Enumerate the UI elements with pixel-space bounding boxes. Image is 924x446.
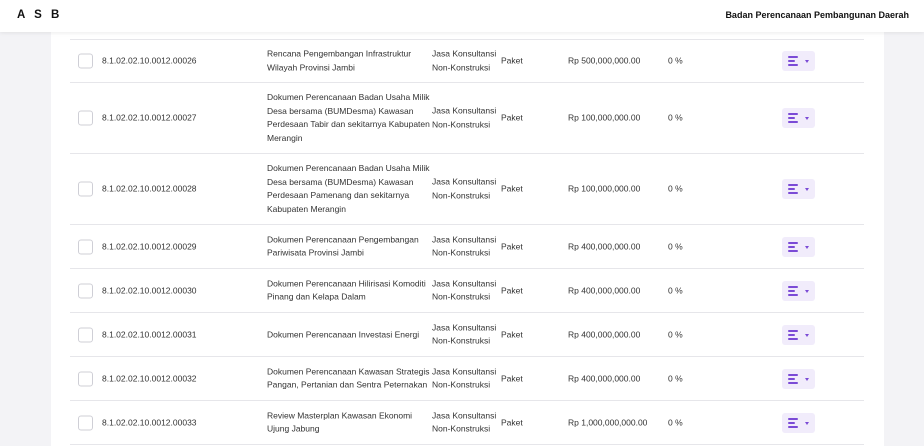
row-price: Rp 500,000,000.00 xyxy=(568,55,641,66)
list-icon xyxy=(788,113,798,123)
row-action-dropdown[interactable] xyxy=(782,413,815,433)
table-row xyxy=(70,313,864,357)
list-icon-line xyxy=(788,192,798,194)
list-icon xyxy=(788,330,798,340)
list-icon-line xyxy=(788,294,798,296)
row-action-dropdown[interactable] xyxy=(782,281,815,301)
row-action-dropdown[interactable] xyxy=(782,51,815,71)
list-icon-line xyxy=(788,56,798,58)
row-name: Dokumen Perencanaan Badan Usaha Milik Desa bersama (BUMDesma) Kawasan Perdesaan Tabir dan sekitarnya Kabupaten Merangin xyxy=(267,92,430,143)
list-icon-line xyxy=(788,250,798,252)
row-type: Jasa Konsultansi Non-Konstruksi xyxy=(432,278,497,302)
row-unit: Paket xyxy=(501,112,523,123)
row-name: Dokumen Perencanaan Kawasan Strategis Pangan, Pertanian dan Sentra Peternakan xyxy=(267,366,430,390)
list-icon xyxy=(788,184,798,194)
list-icon-line xyxy=(788,418,798,420)
list-icon-line xyxy=(788,64,798,66)
row-name: Dokumen Perencanaan Badan Usaha Milik Desa bersama (BUMDesma) Kawasan Perdesaan Pamenang dan sekitarnya Kabupaten Merangin xyxy=(267,163,430,214)
chevron-down-icon xyxy=(805,117,809,120)
row-price: Rp 100,000,000.00 xyxy=(568,112,641,123)
list-icon-line xyxy=(788,378,795,380)
row-action-dropdown[interactable] xyxy=(782,325,815,345)
chevron-down-icon xyxy=(805,290,809,293)
row-name: Dokumen Perencanaan Hilirisasi Komoditi Pinang dan Kelapa Dalam xyxy=(267,278,426,302)
row-action-dropdown[interactable] xyxy=(782,369,815,389)
row-code: 8.1.02.02.10.0012.00033 xyxy=(102,416,197,427)
row-percent: 0 % xyxy=(668,183,683,194)
list-icon-line xyxy=(788,188,795,190)
content-panel xyxy=(51,32,884,446)
row-type: Jasa Konsultansi Non-Konstruksi xyxy=(432,176,497,200)
row-unit: Paket xyxy=(501,372,523,383)
row-code: 8.1.02.02.10.0012.00030 xyxy=(102,284,197,295)
list-icon-line xyxy=(788,286,798,288)
chevron-down-icon xyxy=(805,60,809,63)
row-code: 8.1.02.02.10.0012.00032 xyxy=(102,372,197,383)
row-code: 8.1.02.02.10.0012.00028 xyxy=(102,183,197,194)
list-icon-line xyxy=(788,121,798,123)
list-icon-line xyxy=(788,117,795,119)
row-type: Jasa Konsultansi Non-Konstruksi xyxy=(432,48,497,72)
table-row xyxy=(70,225,864,269)
row-name: Rencana Pengembangan Infrastruktur Wilayah Provinsi Jambi xyxy=(267,48,412,72)
chevron-down-icon xyxy=(805,422,809,425)
row-percent: 0 % xyxy=(668,416,683,427)
table-row xyxy=(70,39,864,83)
row-checkbox[interactable] xyxy=(78,239,93,254)
table-row xyxy=(70,83,864,154)
row-checkbox[interactable] xyxy=(78,415,93,430)
row-percent: 0 % xyxy=(668,112,683,123)
row-price: Rp 400,000,000.00 xyxy=(568,328,641,339)
row-price: Rp 400,000,000.00 xyxy=(568,240,641,251)
row-unit: Paket xyxy=(501,416,523,427)
list-icon xyxy=(788,374,798,384)
row-type: Jasa Konsultansi Non-Konstruksi xyxy=(432,234,497,258)
row-name: Dokumen Perencanaan Investasi Energi xyxy=(267,328,420,339)
chevron-down-icon xyxy=(805,246,809,249)
list-icon xyxy=(788,242,798,252)
list-icon-line xyxy=(788,113,798,115)
row-percent: 0 % xyxy=(668,55,683,66)
list-icon xyxy=(788,56,798,66)
row-percent: 0 % xyxy=(668,328,683,339)
list-icon xyxy=(788,418,798,428)
row-checkbox[interactable] xyxy=(78,111,93,126)
list-icon-line xyxy=(788,422,795,424)
row-code: 8.1.02.02.10.0012.00027 xyxy=(102,112,197,123)
row-checkbox[interactable] xyxy=(78,54,93,69)
row-price: Rp 400,000,000.00 xyxy=(568,372,641,383)
row-type: Jasa Konsultansi Non-Konstruksi xyxy=(432,410,497,434)
row-code: 8.1.02.02.10.0012.00029 xyxy=(102,240,197,251)
row-unit: Paket xyxy=(501,328,523,339)
row-checkbox[interactable] xyxy=(78,283,93,298)
list-icon-line xyxy=(788,290,795,292)
chevron-down-icon xyxy=(805,188,809,191)
row-unit: Paket xyxy=(501,55,523,66)
list-icon-line xyxy=(788,330,798,332)
top-navbar xyxy=(0,0,924,32)
row-percent: 0 % xyxy=(668,284,683,295)
row-name: Review Masterplan Kawasan Ekonomi Ujung Jabung xyxy=(267,410,413,434)
row-code: 8.1.02.02.10.0012.00031 xyxy=(102,328,197,339)
row-percent: 0 % xyxy=(668,240,683,251)
asb-table xyxy=(70,39,864,445)
list-icon-line xyxy=(788,60,795,62)
list-icon-line xyxy=(788,382,798,384)
chevron-down-icon xyxy=(805,334,809,337)
row-unit: Paket xyxy=(501,183,523,194)
app-logo[interactable]: A S B xyxy=(17,9,63,21)
row-unit: Paket xyxy=(501,240,523,251)
organization-name: Badan Perencanaan Pembangunan Daerah xyxy=(725,10,909,20)
row-checkbox[interactable] xyxy=(78,371,93,386)
table-row xyxy=(70,401,864,445)
row-type: Jasa Konsultansi Non-Konstruksi xyxy=(432,322,497,346)
row-price: Rp 1,000,000,000.00 xyxy=(568,416,648,427)
list-icon-line xyxy=(788,246,795,248)
row-unit: Paket xyxy=(501,284,523,295)
row-action-dropdown[interactable] xyxy=(782,108,815,128)
row-price: Rp 100,000,000.00 xyxy=(568,183,641,194)
list-icon-line xyxy=(788,184,798,186)
row-name: Dokumen Perencanaan Pengembangan Pariwisata Provinsi Jambi xyxy=(267,234,419,258)
list-icon-line xyxy=(788,426,798,428)
row-action-dropdown[interactable] xyxy=(782,179,815,199)
table-row xyxy=(70,154,864,225)
row-action-dropdown[interactable] xyxy=(782,237,815,257)
row-type: Jasa Konsultansi Non-Konstruksi xyxy=(432,366,497,390)
list-icon xyxy=(788,286,798,296)
table-row xyxy=(70,269,864,313)
row-price: Rp 400,000,000.00 xyxy=(568,284,641,295)
row-code: 8.1.02.02.10.0012.00026 xyxy=(102,55,197,66)
row-checkbox[interactable] xyxy=(78,182,93,197)
list-icon-line xyxy=(788,334,795,336)
chevron-down-icon xyxy=(805,378,809,381)
row-type: Jasa Konsultansi Non-Konstruksi xyxy=(432,105,497,129)
row-percent: 0 % xyxy=(668,372,683,383)
list-icon-line xyxy=(788,338,798,340)
table-row xyxy=(70,357,864,401)
row-checkbox[interactable] xyxy=(78,327,93,342)
list-icon-line xyxy=(788,242,798,244)
list-icon-line xyxy=(788,374,798,376)
